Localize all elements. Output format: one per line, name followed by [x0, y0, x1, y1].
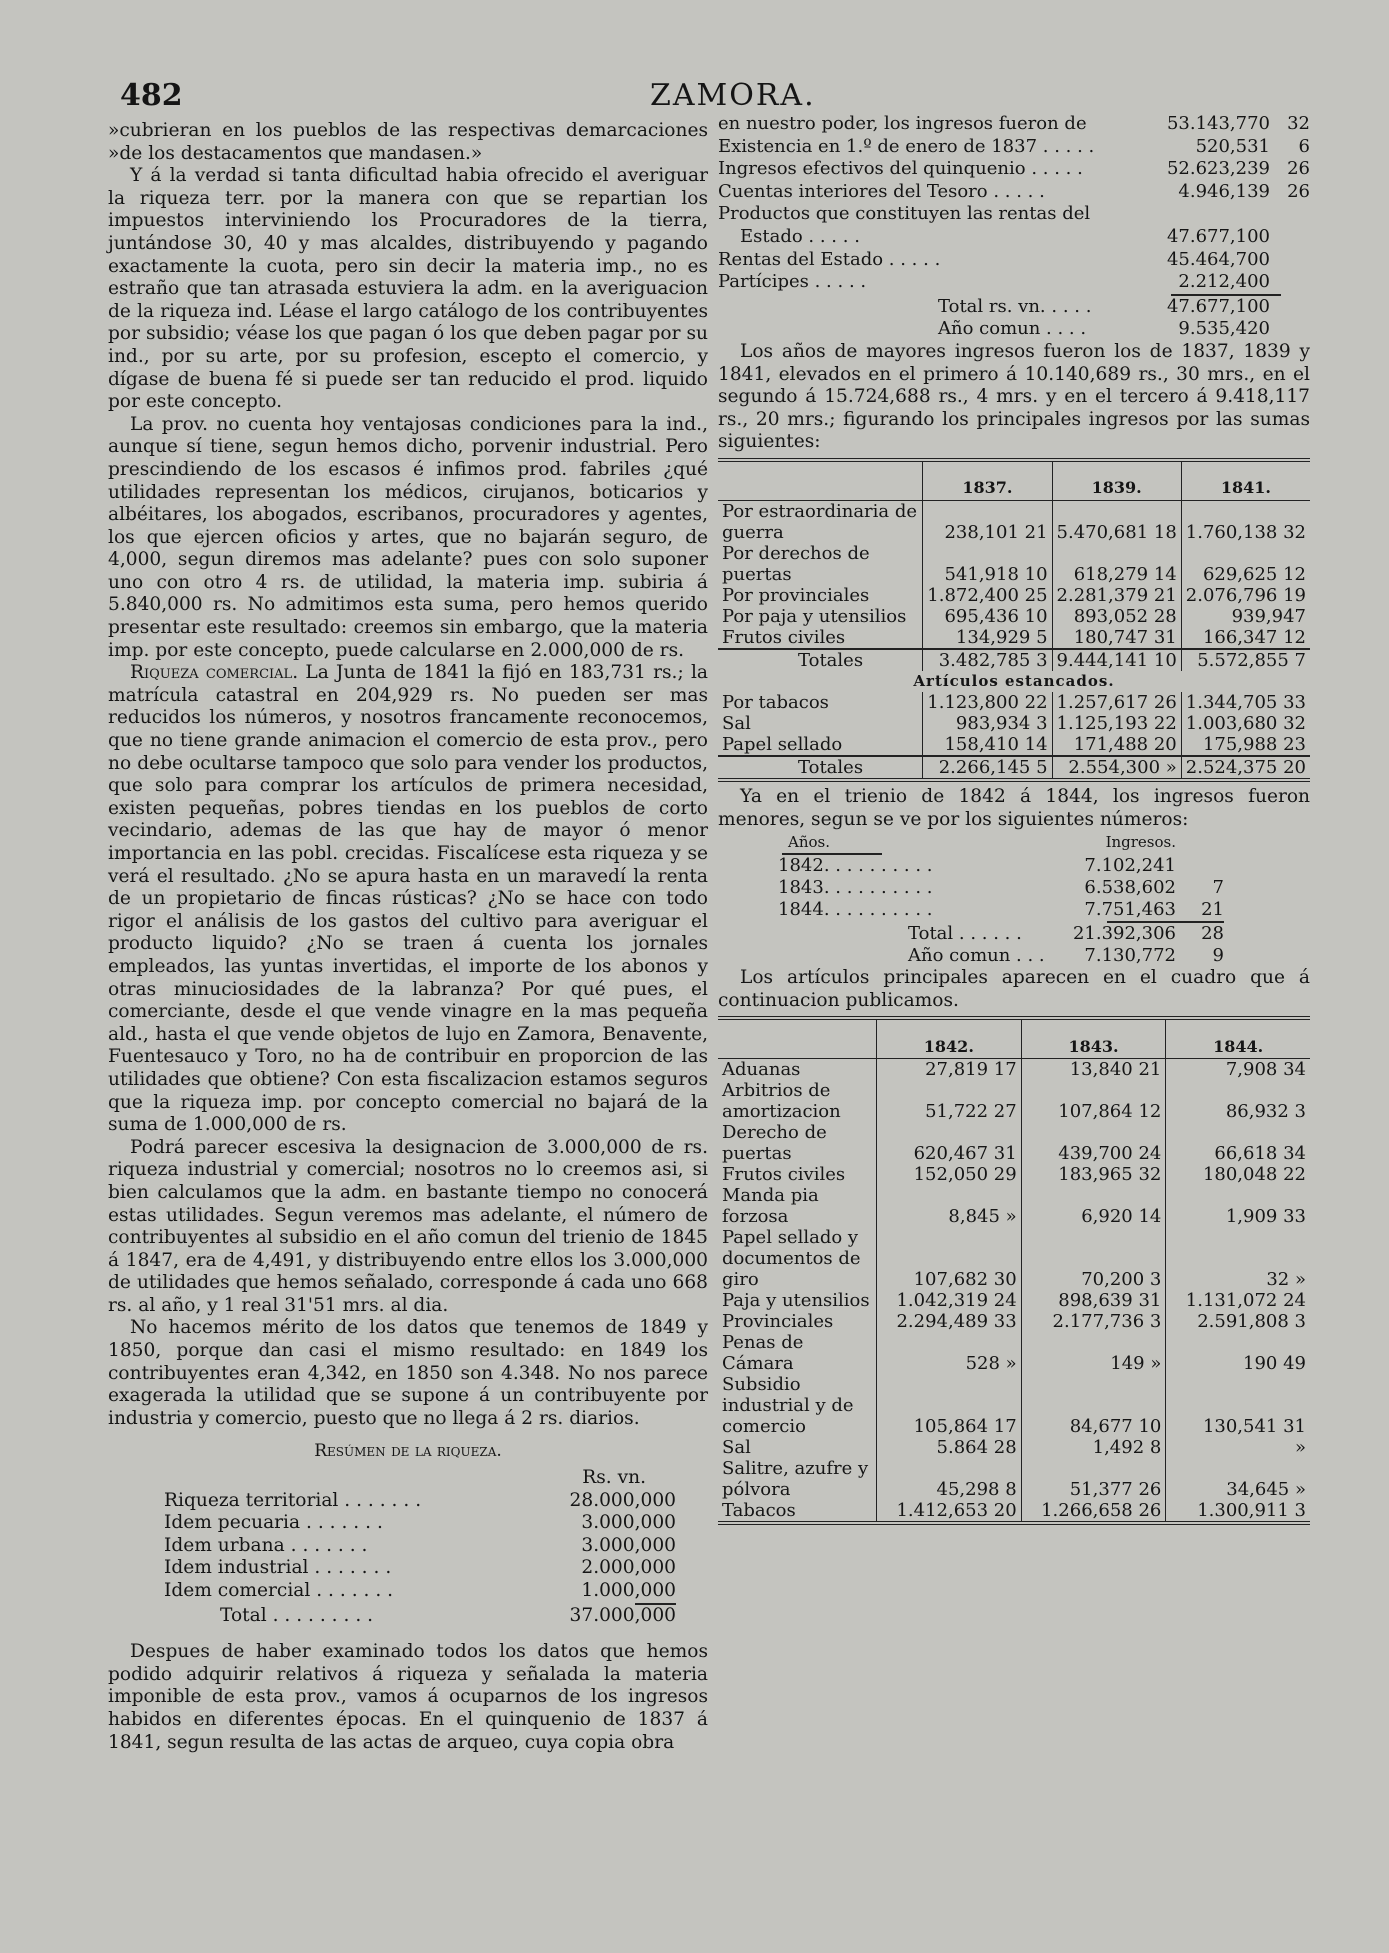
- table-row: [718, 627, 1310, 649]
- ingresos-header: Ingresos.: [1105, 833, 1176, 852]
- row-label: Tabacos: [722, 1500, 796, 1522]
- row-value: 1.042,319 24: [877, 1290, 1022, 1311]
- resumen-row: [160, 1535, 680, 1558]
- paragraph: Podrá parecer escesiva la designacion de 3.000,000 de rs. riqueza industrial y comercial; nosotros no lo creemos asi, si bien calculamos que la adm. en bastante tiempo no conocerá estas utilidades. Segun veremos mas adelante, el número de contribuyentes al subsidio en el año comun del trienio de 1845 á 1847, era de 4,491, y distribuyendo entre ellos los 3.000,000 de utilidades que hemos señalado, corresponde á cada uno 668 rs. al año, y 1 real 31'51 mrs. al dia.: [108, 1136, 708, 1316]
- year-row: [758, 877, 1228, 899]
- trienio-total: 21.392,306: [1072, 923, 1176, 945]
- table-row: [718, 692, 1310, 713]
- year-header: 1843.: [1021, 1018, 1166, 1059]
- summary-row: [718, 271, 1310, 294]
- row-label: Por tabacos: [722, 691, 829, 713]
- summary-label-text: Ingresos efectivos del quinquenio: [718, 158, 1026, 180]
- summary-label: [718, 203, 1151, 226]
- paragraph: Ya en el trienio de 1842 á 1844, los ingresos fueron menores, segun se ve por los siguientes números:: [718, 785, 1310, 830]
- table-row: [718, 1185, 1310, 1227]
- resumen-label: Idem pecuaria . . . . . . .: [164, 1512, 383, 1534]
- row-value: 695,436 10: [923, 606, 1052, 627]
- row-value: 1,492 8: [1021, 1437, 1166, 1458]
- row-label: Sal: [722, 712, 751, 734]
- row-value: 1.125,193 22: [1052, 713, 1181, 734]
- row-label: Subsidio industrial y de comercio: [722, 1374, 854, 1438]
- row-value: 6,920 14: [1021, 1185, 1166, 1227]
- summary-label-text: Rentas del Estado: [718, 248, 884, 270]
- resumen-label-text: Idem comercial: [164, 1580, 311, 1601]
- totals-value: 2.554,300 »: [1052, 756, 1181, 780]
- year-text: 1843: [778, 877, 824, 899]
- row-value: 1.266,658 26: [1021, 1500, 1166, 1523]
- income-summary-table: [718, 113, 1310, 341]
- resumen-label-text: Idem industrial: [164, 1557, 309, 1579]
- year-label: 1844. . . . . . . . . .: [778, 899, 933, 921]
- summary-row: [718, 158, 1310, 181]
- year-frac: [1180, 855, 1228, 877]
- row-value: 45,298 8: [877, 1458, 1022, 1500]
- row-label: Derecho de puertas: [722, 1122, 827, 1165]
- row-value: 620,467 31: [877, 1122, 1022, 1164]
- resumen-label-text: Idem urbana: [164, 1534, 285, 1556]
- resumen-row: [160, 1490, 680, 1513]
- row-label: Frutos civiles: [722, 626, 846, 648]
- row-value: 1.412,653 20: [877, 1500, 1022, 1523]
- summary-total: 47.677,100: [1166, 295, 1270, 317]
- row-value: 86,932 3: [1166, 1080, 1310, 1122]
- year-header: 1841.: [1181, 460, 1310, 501]
- row-value: 5.470,681 18: [1052, 500, 1181, 543]
- row-value: 1,909 33: [1166, 1185, 1310, 1227]
- income-table-1837-1841: [718, 458, 1310, 782]
- row-value: 898,639 31: [1021, 1290, 1166, 1311]
- row-value: 1.131,072 24: [1166, 1290, 1310, 1311]
- row-value: 107,864 12: [1021, 1080, 1166, 1122]
- resumen-value: 28.000,000: [569, 1489, 676, 1511]
- summary-value: 52.623,239: [1166, 158, 1270, 180]
- row-value: 66,618 34: [1166, 1122, 1310, 1164]
- row-value: 629,625 12: [1181, 543, 1310, 585]
- row-value: »: [1166, 1437, 1310, 1458]
- row-value: 8,845 »: [877, 1185, 1022, 1227]
- row-value: 439,700 24: [1021, 1122, 1166, 1164]
- summary-value: [1151, 203, 1270, 226]
- summary-label-text: Productos que constituyen las rentas del: [718, 203, 1091, 225]
- row-value: 238,101 21: [923, 500, 1052, 543]
- year-text: 1844: [778, 899, 824, 921]
- row-value: 180,747 31: [1052, 627, 1181, 649]
- trienio-total-label: Total . . . . . .: [908, 923, 1022, 945]
- table-row: [718, 1311, 1310, 1332]
- year-value: 7.102,241: [1084, 855, 1176, 877]
- summary-value: 520,531: [1195, 135, 1270, 157]
- row-value: 893,052 28: [1052, 606, 1181, 627]
- table-row: [718, 1164, 1310, 1185]
- row-value: 180,048 22: [1166, 1164, 1310, 1185]
- row-value: 7,908 34: [1166, 1059, 1310, 1081]
- trienio-comun-frac: 9: [1212, 945, 1224, 967]
- totals-value: 9.444,141 10: [1052, 649, 1181, 671]
- row-label: Sal: [722, 1437, 751, 1459]
- summary-label-text: Cuentas interiores del Tesoro: [718, 180, 988, 202]
- row-value: 1.344,705 33: [1181, 692, 1310, 713]
- resumen-value: 1.000,000: [581, 1580, 676, 1601]
- table-row: [718, 500, 1310, 543]
- summary-row: [718, 226, 1310, 249]
- resumen-total: 37.000,000: [569, 1604, 676, 1626]
- row-label: Por paja y utensilios: [722, 605, 907, 627]
- summary-label-text: Existencia en 1.º de enero de 1837: [718, 135, 1038, 157]
- table-row: [718, 1437, 1310, 1458]
- subheading-row: [718, 671, 1310, 692]
- row-value: 51,722 27: [877, 1080, 1022, 1122]
- summary-frac: 26: [1287, 158, 1310, 180]
- row-label: Frutos civiles: [722, 1164, 846, 1186]
- table-row: [718, 543, 1310, 585]
- summary-label: Estado . . . . .: [740, 225, 860, 247]
- year-frac: 7: [1212, 877, 1224, 899]
- totals-row: [718, 649, 1310, 671]
- row-value: 105,864 17: [877, 1374, 1022, 1437]
- resumen-value: 3.000,000: [581, 1512, 676, 1534]
- row-value: 1.123,800 22: [923, 692, 1052, 713]
- summary-label: Partícipes . . . . .: [718, 271, 867, 293]
- row-value: 134,929 5: [923, 627, 1052, 649]
- row-value: 34,645 »: [1166, 1458, 1310, 1500]
- row-value: 70,200 3: [1021, 1227, 1166, 1290]
- table-row: [718, 1500, 1310, 1523]
- year-label: 1843. . . . . . . . . .: [778, 877, 933, 899]
- resumen-title: Resúmen de la riqueza.: [314, 1441, 502, 1462]
- summary-value: 45.464,700: [1166, 248, 1270, 270]
- resumen-label: Idem comercial . . . . . . .: [164, 1580, 394, 1601]
- table-row: [718, 585, 1310, 606]
- row-value: 171,488 20: [1052, 734, 1181, 756]
- table-row: [718, 734, 1310, 756]
- table-row: [718, 1059, 1310, 1081]
- summary-frac: [1270, 203, 1310, 226]
- year-text: 1842: [778, 855, 824, 877]
- summary-value: 2.212,400: [1178, 271, 1270, 293]
- totals-value: 2.266,145 5: [923, 756, 1052, 780]
- summary-label-text: en nuestro poder, los ingresos fueron de: [718, 113, 1087, 134]
- summary-label: Ingresos efectivos del quinquenio . . . . .: [718, 158, 1083, 180]
- row-value: 158,410 14: [923, 734, 1052, 756]
- row-value: 32 »: [1166, 1227, 1310, 1290]
- row-label: Provinciales: [722, 1311, 834, 1333]
- table-row: [718, 1080, 1310, 1122]
- row-value: 1.300,911 3: [1166, 1500, 1310, 1523]
- trienio-comun: 7.130,772: [1084, 945, 1176, 967]
- resumen-label: Idem industrial . . . . . . .: [164, 1557, 392, 1579]
- resumen-value: 2.000,000: [581, 1557, 676, 1579]
- summary-frac: [1270, 249, 1310, 272]
- row-value: 1.257,617 26: [1052, 692, 1181, 713]
- table-row: [718, 1332, 1310, 1374]
- page-title: ZAMORA.: [650, 78, 816, 113]
- income-table-1842-1844: [718, 1016, 1310, 1525]
- row-value: 107,682 30: [877, 1227, 1022, 1290]
- summary-label: Existencia en 1.º de enero de 1837 . . . . .: [718, 135, 1095, 157]
- years-header: Años.: [788, 833, 830, 852]
- summary-row: [718, 203, 1310, 226]
- row-label: Manda pia forzosa: [722, 1185, 819, 1228]
- summary-label: [718, 113, 1151, 136]
- section-heading: Riqueza comercial.: [130, 662, 299, 684]
- summary-label: Rentas del Estado . . . . .: [718, 248, 941, 270]
- summary-row: [718, 113, 1310, 136]
- row-value: 152,050 29: [877, 1164, 1022, 1185]
- row-value: 528 »: [877, 1332, 1022, 1374]
- row-label: Por estraordinaria de guerra: [722, 500, 918, 543]
- paragraph: Los años de mayores ingresos fueron los de 1837, 1839 y 1841, elevados en el primero á 10.140,689 rs., 30 mrs., en el segundo á 15.724,688 rs., 4 mrs. y en el tercero á 9.418,117 rs., 20 mrs.; figurando los principales ingresos por las sumas siguientes:: [718, 340, 1310, 453]
- row-value: 175,988 23: [1181, 734, 1310, 756]
- row-value: 2.281,379 21: [1052, 585, 1181, 606]
- row-value: 183,965 32: [1021, 1164, 1166, 1185]
- table-row: [718, 1290, 1310, 1311]
- row-value: 84,677 10: [1021, 1374, 1166, 1437]
- row-label: Arbitrios de amortizacion: [722, 1080, 841, 1123]
- totals-value: 3.482,785 3: [923, 649, 1052, 671]
- year-value: 6.538,602: [1084, 877, 1176, 899]
- year-row: [758, 855, 1228, 877]
- row-label: Salitre, azufre y pólvora: [722, 1458, 869, 1501]
- totals-label: Totales: [718, 649, 923, 671]
- row-value: 130,541 31: [1166, 1374, 1310, 1437]
- paragraph: La prov. no cuenta hoy ventajosas condiciones para la ind., aunque sí tiene, segun hemos dicho, porvenir industrial. Pero prescindiendo de los escasos é infimos prod. fabriles ¿qué utilidades representan los médicos, cirujanos, boticarios y albéitares, los abogados, escribanos, procuradores y agentes, los que ejercen oficios y artes, que no bajarán seguro, de 4,000, segun diremos mas adelante? pues con solo suponer uno con otro 4 rs. de utilidad, la materia imp. subiria á 5.840,000 rs. No admitimos esta suma, pero hemos querido presentar este resultado: creemos sin embargo, que la materia imp. por este concepto, puede calcularse en 2.000,000 de rs.: [108, 413, 708, 661]
- summary-total-label: Total rs. vn. . . . .: [938, 295, 1092, 317]
- row-label: Papel sellado: [722, 733, 843, 755]
- summary-label-text: Estado: [740, 225, 803, 247]
- summary-frac: 32: [1287, 113, 1310, 134]
- row-label: Paja y utensilios: [722, 1290, 870, 1312]
- resumen-label: Idem urbana . . . . . . .: [164, 1534, 368, 1556]
- table-row: [718, 713, 1310, 734]
- resumen-unit: Rs. vn.: [582, 1467, 646, 1489]
- summary-comun: 9.535,420: [1178, 318, 1270, 340]
- row-value: 1.003,680 32: [1181, 713, 1310, 734]
- year-header: 1842.: [877, 1018, 1022, 1059]
- left-column: [108, 120, 708, 1754]
- row-value: 618,279 14: [1052, 543, 1181, 585]
- row-value: 983,934 3: [923, 713, 1052, 734]
- table-row: [718, 1227, 1310, 1290]
- row-value: 5.864 28: [877, 1437, 1022, 1458]
- summary-value: 4.946,139: [1178, 180, 1270, 202]
- summary-label: Cuentas interiores del Tesoro . . . . .: [718, 180, 1045, 202]
- row-value: 541,918 10: [923, 543, 1052, 585]
- summary-value: 47.677,100: [1166, 225, 1270, 247]
- resumen-value: 3.000,000: [581, 1534, 676, 1556]
- resumen-label-text: Idem pecuaria: [164, 1512, 301, 1534]
- paragraph: No hacemos mérito de los datos que tenemos de 1849 y 1850, porque dan casi el mismo resultado: en 1849 los contribuyentes eran 4,342, en 1850 son 4.348. No nos parece exagerada la utilidad que se supone á un contribuyente por industria y comercio, puesto que no llega á 2 rs. diarios.: [108, 1317, 708, 1429]
- summary-row: [718, 181, 1310, 204]
- row-value: 27,819 17: [877, 1059, 1022, 1081]
- row-value: 149 »: [1021, 1332, 1166, 1374]
- year-row: [758, 899, 1228, 921]
- right-column: [718, 113, 1310, 1529]
- summary-frac: 6: [1298, 135, 1310, 157]
- row-label: Penas de Cámara: [722, 1332, 804, 1375]
- row-value: 1.872,400 25: [923, 585, 1052, 606]
- row-value: 13,840 21: [1021, 1059, 1166, 1081]
- totals-value: 5.572,855 7: [1181, 649, 1310, 671]
- totals-label: Totales: [718, 756, 923, 780]
- year-label: 1842. . . . . . . . . .: [778, 855, 933, 877]
- row-value: 2.076,796 19: [1181, 585, 1310, 606]
- page-number: 482: [120, 78, 183, 113]
- resumen-row: [160, 1512, 680, 1535]
- row-value: 2.294,489 33: [877, 1311, 1022, 1332]
- resumen-table: [160, 1467, 680, 1627]
- resumen-row: [160, 1580, 680, 1603]
- summary-value: 53.143,770: [1166, 113, 1270, 134]
- paragraph: »cubrieran en los pueblos de las respectivas demarcaciones »de los destacamentos que mandasen.»: [108, 120, 708, 164]
- paragraph: [108, 662, 708, 1136]
- summary-row: [718, 249, 1310, 272]
- table-row: [718, 1122, 1310, 1164]
- summary-frac: [1270, 226, 1310, 249]
- row-value: 1.760,138 32: [1181, 500, 1310, 543]
- year-header: 1844.: [1166, 1018, 1310, 1059]
- summary-label-text: Partícipes: [718, 271, 809, 293]
- resumen-label: Riqueza territorial . . . . . . .: [164, 1489, 422, 1511]
- year-value: 7.751,463: [1084, 899, 1176, 921]
- summary-comun-label: Año comun . . . .: [938, 318, 1087, 340]
- row-label: Por provinciales: [722, 584, 870, 606]
- resumen-row: [160, 1557, 680, 1580]
- trienio-comun-label: Año comun . . .: [908, 945, 1045, 967]
- totals-value: 2.524,375 20: [1181, 756, 1310, 780]
- row-value: 190 49: [1166, 1332, 1310, 1374]
- trienio-total-frac: 28: [1201, 923, 1224, 945]
- row-value: 939,947: [1181, 606, 1310, 627]
- table-row: [718, 1458, 1310, 1500]
- paragraph: Los artículos principales aparecen en el cuadro que á continuacion publicamos.: [718, 967, 1310, 1011]
- row-value: 2.591,808 3: [1166, 1311, 1310, 1332]
- table-row: [718, 1374, 1310, 1437]
- paragraph-text: La Junta de 1841 la fijó en 183,731 rs.; la matrícula catastral en 204,929 rs. No pueden ser mas reducidos los números, y nosotros francamente reconocemos, que no tiene grande animacion el comercio de esta prov., pero no debe ocultarse tampoco que solo para vender los productos, que solo para comprar los artículos de primera necesidad, existen pequeñas, pobres tiendas en los pueblos de corto vecindario, ademas de las que hay de mayor ó menor importancia en las pobl. crecidas. Fiscalícese esta riqueza y se verá el resultado. ¿No se apura hasta en un maravedí la renta de un propietario de fincas rústicas? ¿No se hace con todo rigor el análisis de los gastos del cultivo para averiguar el producto liquido? ¿No se traen á cuenta los jornales empleados, las yuntas invertidas, el importe de los abonos y otras minuciosidades de la labranza? Por qué pues, el comerciante, desde el que vende vinagre en la mas pequeña ald., hasta el que vende objetos de lujo en Zamora, Benavente, Fuentesauco y Toro, no ha de contribuir en proporcion de las utilidades que obtiene? Con esta fiscalizacion estamos seguros que la riqueza imp. por concepto comercial no bajará de la suma de 1.000,000 de rs.: [108, 662, 709, 1136]
- year-header: 1837.: [923, 460, 1052, 501]
- summary-frac: 26: [1287, 180, 1310, 202]
- year-header: 1839.: [1052, 460, 1181, 501]
- page-header: [120, 78, 1300, 118]
- paragraph: Y á la verdad si tanta dificultad habia ofrecido el averiguar la riqueza terr. por la manera con que se repartian los impuestos interviniendo los Procuradores de la tierra, juntándose 30, 40 y mas alcaldes, distribuyendo y pagando exactamente la cuota, pero sin decir la materia imp., no es estraño que tan atrasada estuviera la adm. en la averiguacion de la riqueza ind. Léase el largo catálogo de los contribuyentes por subsidio; véase los que pagan ó los que deben pagar por su ind., por su arte, por su profesion, escepto el comercio, y dígase de buena fé si puede ser tan reducido el prod. liquido por este concepto.: [108, 165, 708, 413]
- resumen-total-label: Total . . . . . . . . .: [220, 1604, 374, 1626]
- row-label: Por derechos de puertas: [722, 542, 870, 585]
- row-label: Aduanas: [722, 1059, 801, 1081]
- row-value: 51,377 26: [1021, 1458, 1166, 1500]
- trienio-table: [758, 831, 1228, 967]
- summary-frac: [1270, 271, 1310, 294]
- subheading: Artículos estancados.: [913, 671, 1115, 690]
- year-frac: 21: [1201, 899, 1224, 921]
- totals-row: [718, 756, 1310, 780]
- paragraph: Despues de haber examinado todos los datos que hemos podido adquirir relativos á riqueza y señalada la materia imponible de esta prov., vamos á ocuparnos de los ingresos habidos en diferentes épocas. En el quinquenio de 1837 á 1841, segun resulta de las actas de arqueo, cuya copia obra: [108, 1641, 708, 1753]
- summary-row: [718, 136, 1310, 159]
- row-value: 166,347 12: [1181, 627, 1310, 649]
- resumen-label-text: Riqueza territorial: [164, 1489, 339, 1511]
- table-row: [718, 606, 1310, 627]
- row-label: Papel sellado y documentos de giro: [722, 1227, 861, 1291]
- row-value: 2.177,736 3: [1021, 1311, 1166, 1332]
